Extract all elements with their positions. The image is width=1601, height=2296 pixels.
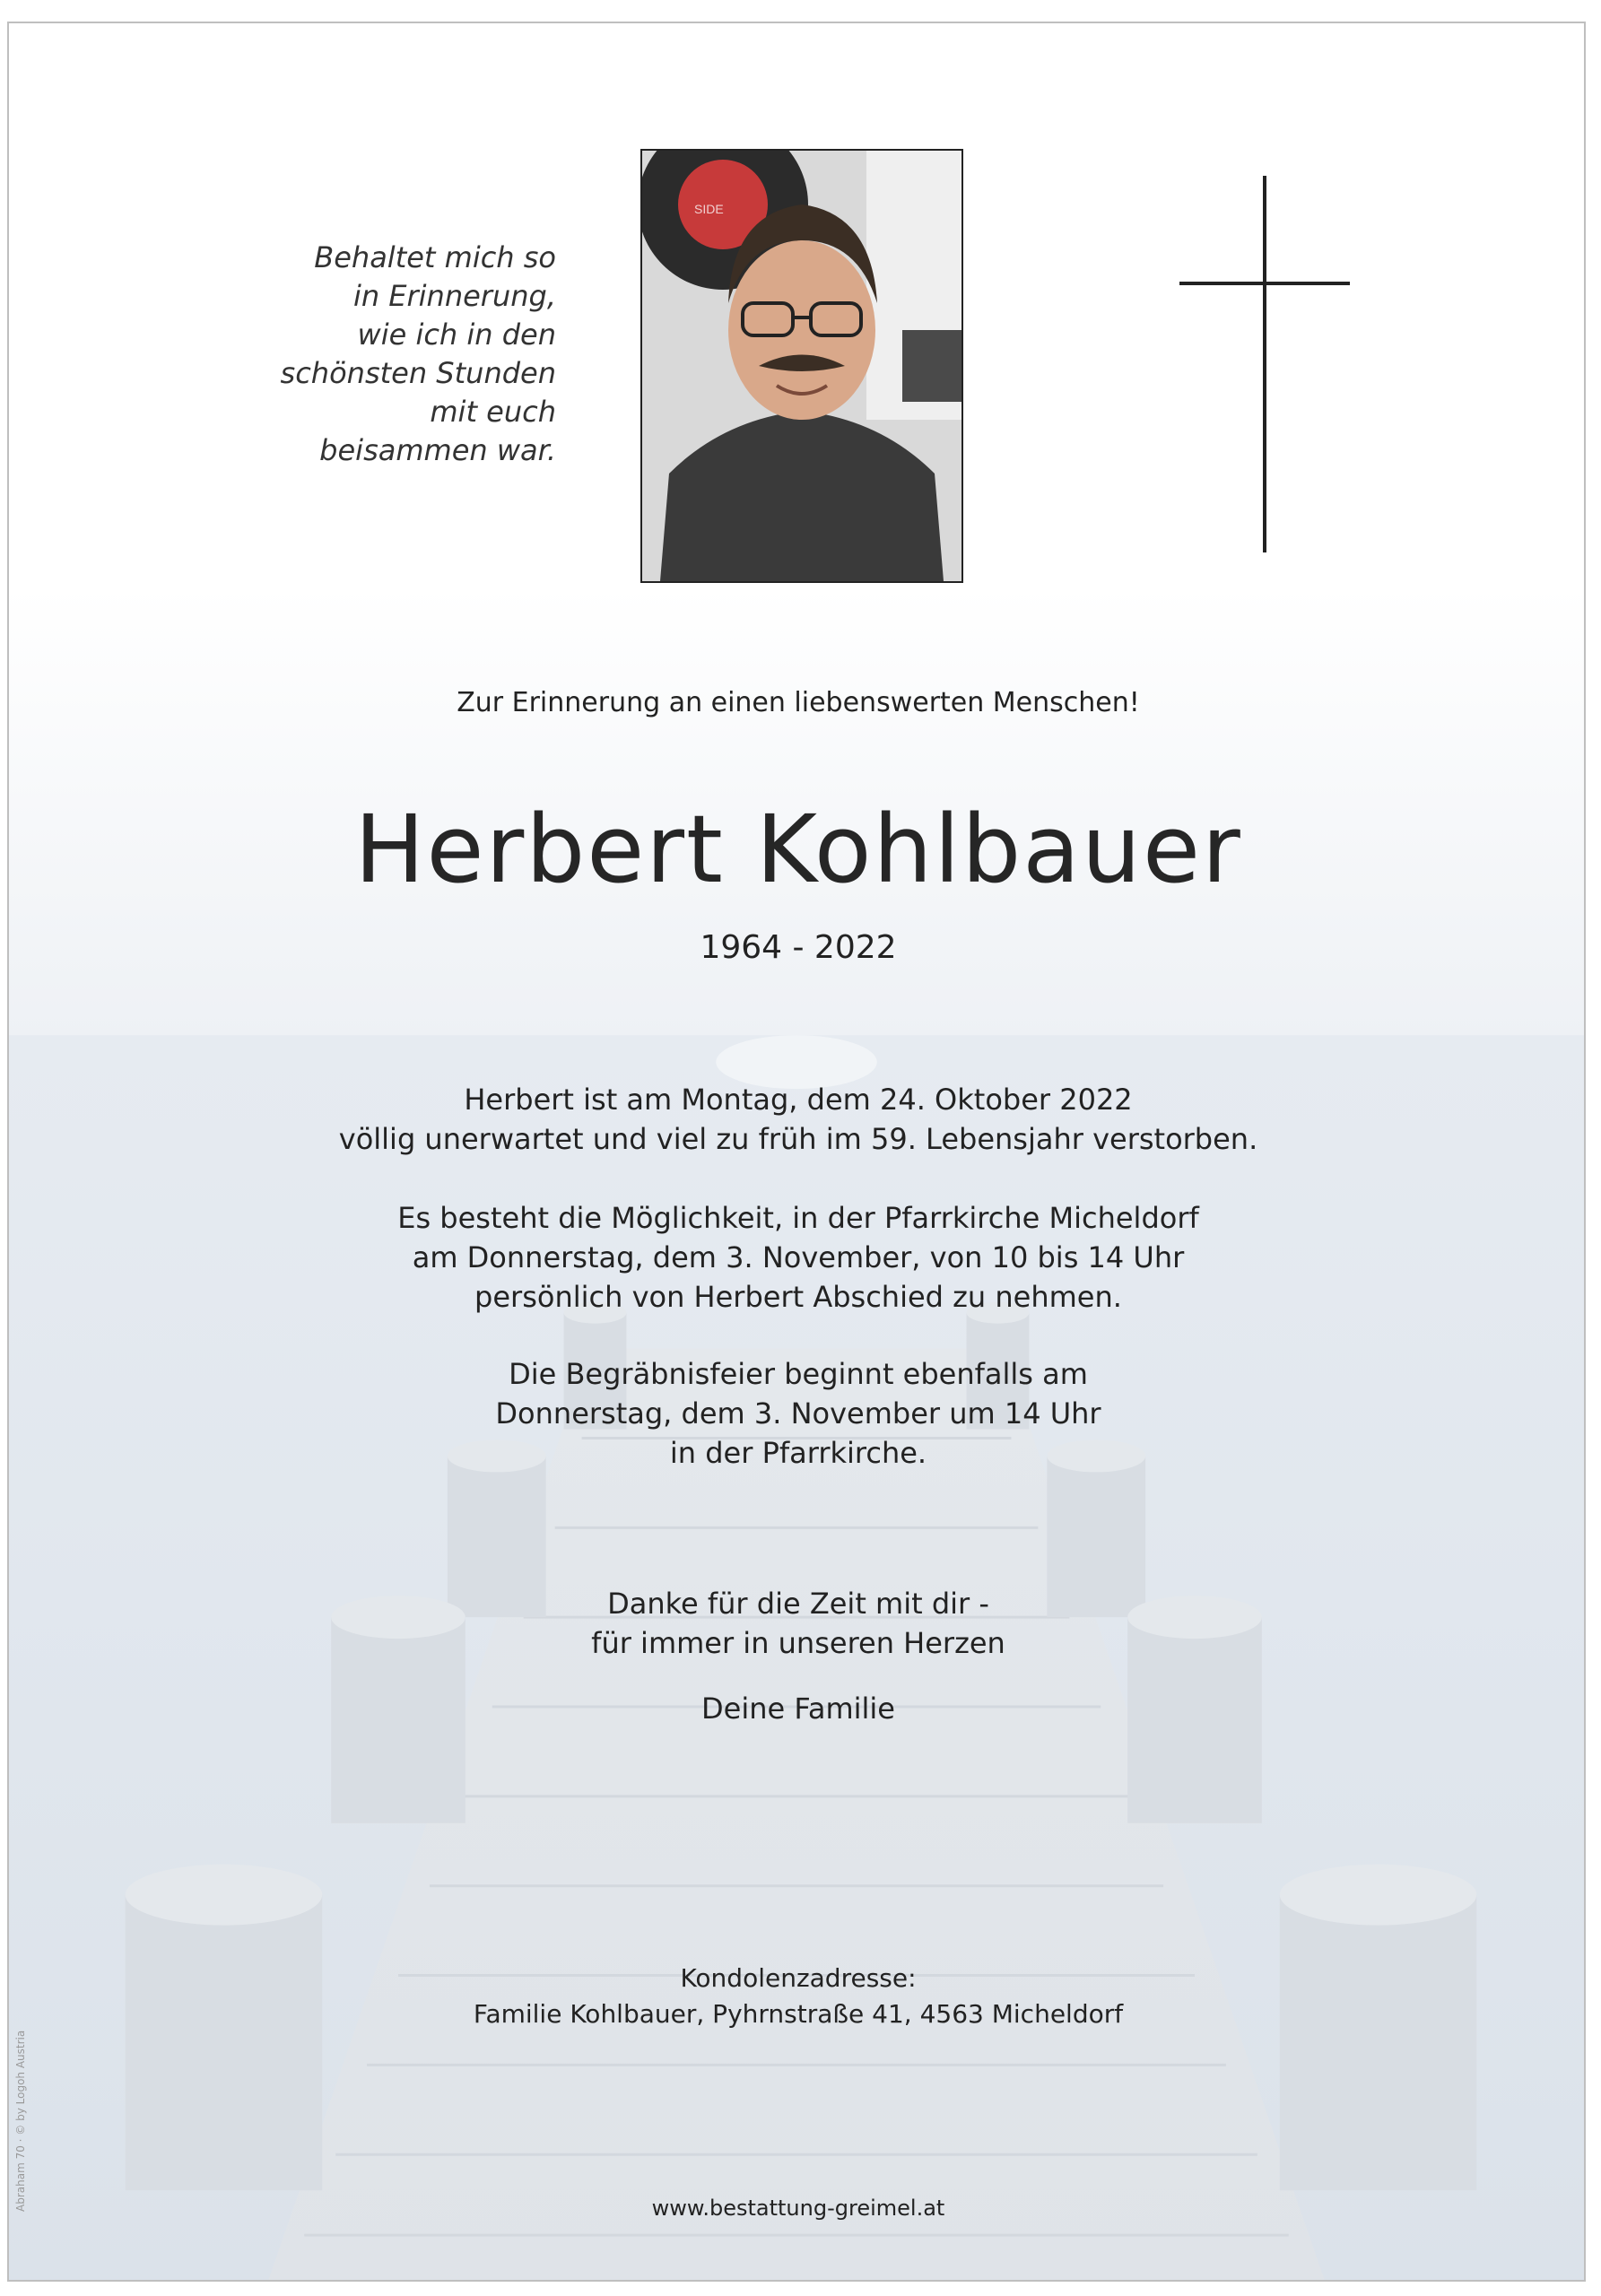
- death-notice-paragraph: [9, 1080, 1586, 1159]
- paragraph-line: Danke für die Zeit mit dir -: [607, 1587, 989, 1621]
- paragraph-line: Herbert ist am Montag, dem 24. Oktober 2022: [464, 1083, 1133, 1117]
- thanks-paragraph: [9, 1584, 1586, 1663]
- life-years: 1964 - 2022: [700, 929, 897, 966]
- quote-line: schönsten Stunden: [280, 356, 556, 390]
- memorial-quote: [179, 239, 556, 470]
- paragraph-line: Es besteht die Möglichkeit, in der Pfarrkirche Micheldorf: [397, 1201, 1199, 1235]
- paragraph-line: Donnerstag, dem 3. November um 14 Uhr: [495, 1396, 1101, 1431]
- condolence-address: [9, 1961, 1586, 2032]
- condolence-address-line: Familie Kohlbauer, Pyhrnstraße 41, 4563 Micheldorf: [473, 1999, 1124, 2029]
- quote-line: Behaltet mich so: [314, 240, 556, 274]
- record-label: SIDE: [694, 202, 724, 216]
- page-frame: [7, 22, 1586, 2282]
- portrait-photo: [640, 149, 963, 583]
- quote-line: wie ich in den: [357, 317, 556, 352]
- farewell-paragraph: [9, 1198, 1586, 1317]
- cross-icon: [1175, 176, 1354, 561]
- condolence-label: Kondolenzadresse:: [680, 1963, 917, 1993]
- website-link[interactable]: www.bestattung-greimel.at: [651, 2196, 945, 2221]
- side-note: Abraham 70 · © by Logoh Austria: [14, 2030, 27, 2212]
- deceased-name: Herbert Kohlbauer: [354, 795, 1242, 904]
- quote-line: beisammen war.: [319, 433, 556, 467]
- paragraph-line: völlig unerwartet und viel zu früh im 59. Lebensjahr verstorben.: [338, 1122, 1258, 1156]
- paragraph-line: in der Pfarrkirche.: [669, 1436, 927, 1470]
- paragraph-line: am Donnerstag, dem 3. November, von 10 bis 14 Uhr: [412, 1240, 1185, 1274]
- paragraph-line: Die Begräbnisfeier beginnt ebenfalls am: [509, 1357, 1088, 1391]
- paragraph-line: für immer in unseren Herzen: [591, 1626, 1005, 1660]
- quote-line: mit euch: [430, 395, 556, 429]
- funeral-paragraph: [9, 1354, 1586, 1473]
- paragraph-line: persönlich von Herbert Abschied zu nehmen.: [474, 1280, 1122, 1314]
- family-signature: Deine Familie: [701, 1692, 895, 1726]
- quote-line: in Erinnerung,: [352, 279, 556, 313]
- intro-line: Zur Erinnerung an einen liebenswerten Menschen!: [457, 687, 1140, 718]
